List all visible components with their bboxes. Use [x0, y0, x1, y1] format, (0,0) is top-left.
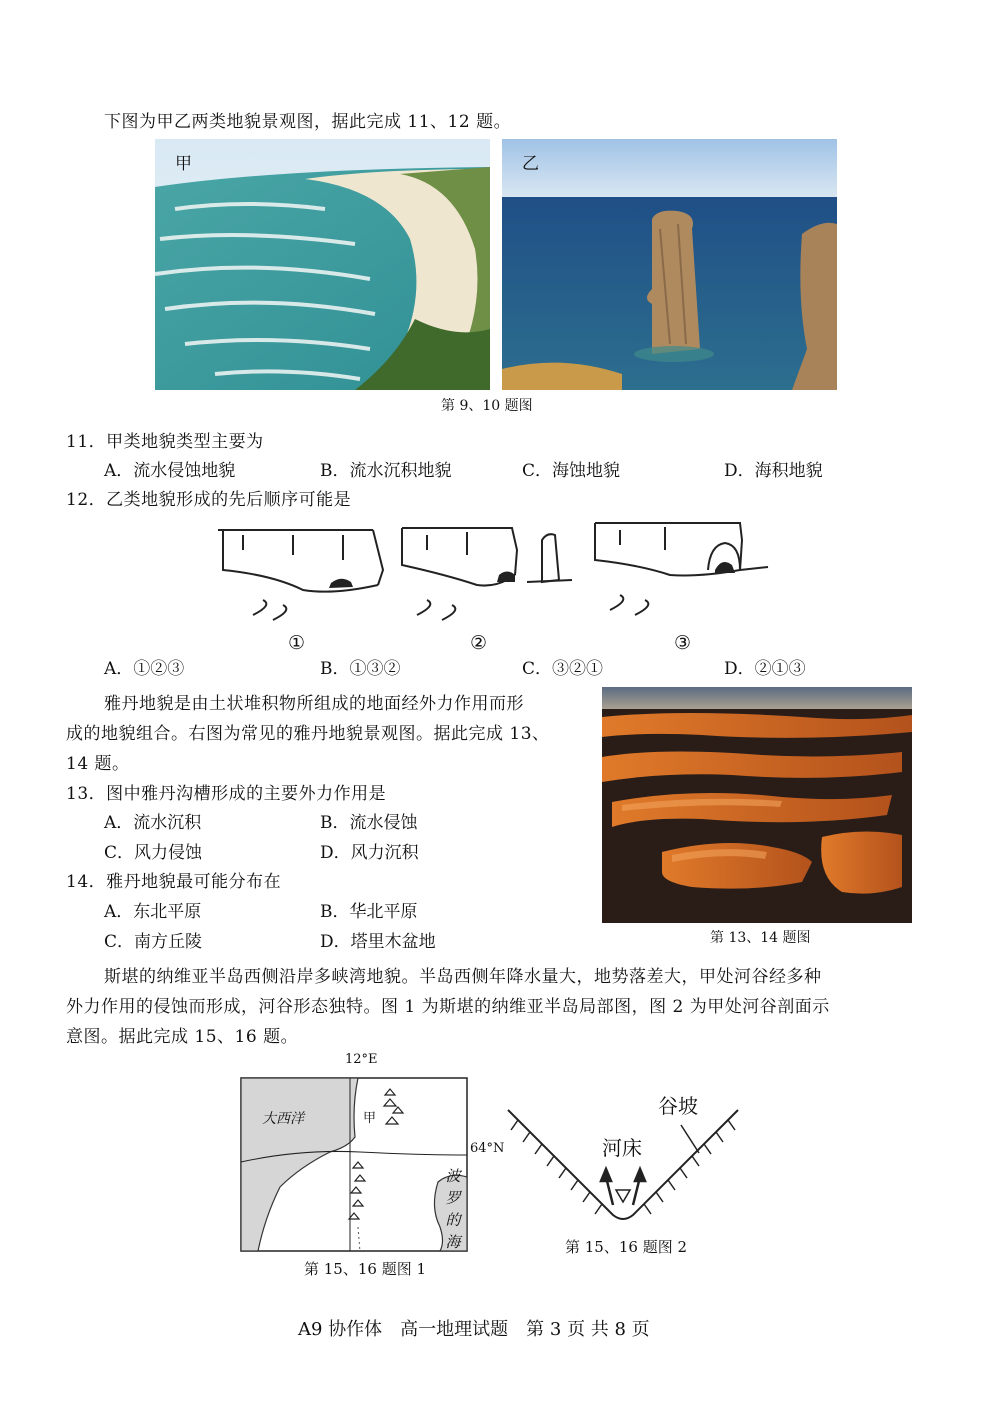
q11-option-a[interactable]: A．流水侵蚀地貌 [104, 461, 236, 481]
cliff-sketch-2 [397, 520, 582, 625]
photo-b-label: 乙 [522, 154, 539, 174]
intro-9-10: 下图为甲乙两类地貌景观图，据此完成 11、12 题。 [104, 112, 512, 132]
q11-option-b[interactable]: B．流水沉积地貌 [320, 461, 452, 481]
cliff-sketch-3 [590, 515, 770, 625]
profile-bed-label: 河床 [602, 1136, 642, 1160]
q13-option-d[interactable]: D．风力沉积 [320, 843, 419, 863]
yardang-intro-line2: 成的地貌组合。右图为常见的雅丹地貌景观图。据此完成 13、 [66, 724, 550, 744]
q13-option-a[interactable]: A．流水沉积 [104, 813, 202, 833]
map-ocean-label: 大西洋 [262, 1111, 304, 1127]
map-sea-char-1: 波 [445, 1167, 461, 1185]
fig2-caption: 第 15、16 题图 2 [565, 1238, 688, 1256]
sea-stack-photo [502, 139, 837, 390]
q11-option-d[interactable]: D．海积地貌 [724, 461, 823, 481]
yardang-intro-line3: 14 题。 [66, 754, 130, 774]
map-sea-char-3: 的 [445, 1211, 461, 1229]
scandinavia-map [240, 1077, 468, 1252]
q12-option-b[interactable]: B．①③② [320, 659, 401, 679]
fig-9-10-caption: 第 9、10 题图 [441, 398, 533, 414]
cliff-sketch-1 [213, 520, 388, 625]
beach-photo [155, 139, 490, 390]
fig-13-14-caption: 第 13、14 题图 [710, 930, 811, 946]
q13-option-c[interactable]: C．风力侵蚀 [104, 843, 203, 863]
q12-option-d[interactable]: D．②①③ [724, 659, 806, 679]
q14-option-b[interactable]: B．华北平原 [320, 902, 418, 922]
q14-option-c[interactable]: C．南方丘陵 [104, 932, 203, 952]
q12-option-a[interactable]: A．①②③ [104, 659, 185, 679]
map-sea-label [444, 1165, 462, 1253]
scandinavia-intro-line1: 斯堪的纳维亚半岛西侧沿岸多峡湾地貌。半岛西侧年降水量大，地势落差大，甲处河谷经多种 [104, 967, 822, 987]
map-point-label: 甲 [363, 1111, 377, 1126]
map-sea-char-4: 海 [445, 1233, 461, 1251]
q11-option-c[interactable]: C．海蚀地貌 [522, 461, 621, 481]
yardang-photo [602, 687, 912, 923]
q14-option-a[interactable]: A．东北平原 [104, 902, 202, 922]
photo-a-label: 甲 [175, 154, 192, 174]
page-footer: A9 协作体 高一地理试题 第 3 页 共 8 页 [298, 1319, 650, 1340]
q14-option-d[interactable]: D．塔里木盆地 [320, 932, 436, 952]
profile-slope-label: 谷坡 [658, 1094, 698, 1118]
q13-option-b[interactable]: B．流水侵蚀 [320, 813, 418, 833]
sketch-label-2: ② [470, 632, 488, 654]
scandinavia-intro-line2: 外力作用的侵蚀而形成，河谷形态独特。图 1 为斯堪的纳维亚半岛局部图，图 2 为甲处河谷剖面示 [66, 997, 830, 1017]
q14-stem: 14．雅丹地貌最可能分布在 [66, 872, 282, 892]
map-lat-label: 64°N [470, 1141, 505, 1156]
q11-stem: 11．甲类地貌类型主要为 [66, 432, 264, 452]
scandinavia-intro-line3: 意图。据此完成 15、16 题。 [66, 1027, 299, 1047]
q12-stem: 12．乙类地貌形成的先后顺序可能是 [66, 490, 352, 510]
map-sea-char-2: 罗 [445, 1189, 461, 1207]
sketch-label-1: ① [288, 632, 306, 654]
sketch-label-3: ③ [674, 632, 692, 654]
map-lon-label: 12°E [345, 1052, 378, 1067]
fig1-caption: 第 15、16 题图 1 [304, 1260, 427, 1278]
yardang-intro-line1: 雅丹地貌是由土状堆积物所组成的地面经外力作用而形 [104, 694, 524, 714]
q12-option-c[interactable]: C．③②① [522, 659, 604, 679]
q13-stem: 13．图中雅丹沟槽形成的主要外力作用是 [66, 784, 387, 804]
valley-profile [503, 1105, 743, 1235]
